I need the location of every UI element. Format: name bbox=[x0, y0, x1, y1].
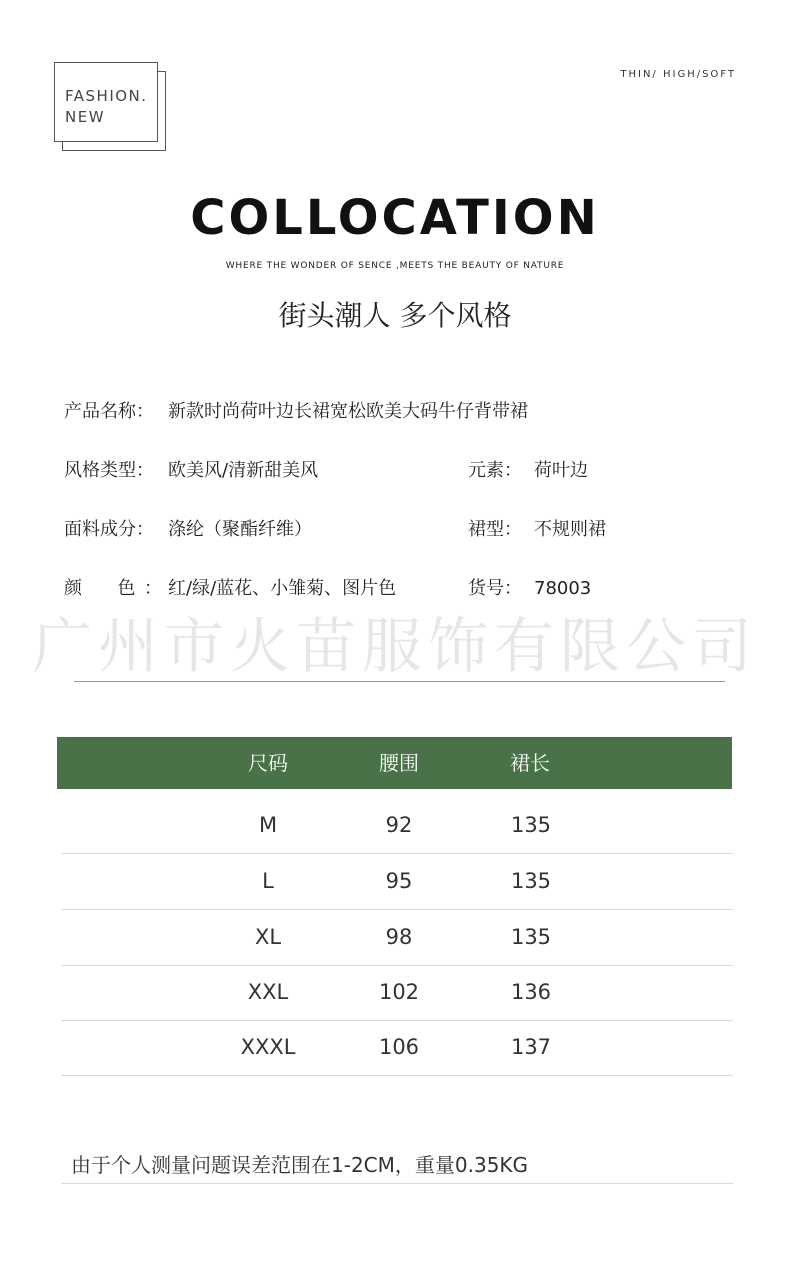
table-row bbox=[61, 965, 733, 1021]
header-length: 裙长 bbox=[510, 751, 550, 775]
element-value: 荷叶边 bbox=[534, 460, 588, 481]
fabric-label: 面料成分： bbox=[64, 519, 154, 540]
cell-length: 137 bbox=[510, 1035, 552, 1059]
cell-size: M bbox=[258, 813, 278, 837]
fabric-value: 涤纶（聚酯纤维） bbox=[168, 519, 312, 540]
info-row-style bbox=[64, 458, 588, 484]
cell-size: XXL bbox=[247, 980, 289, 1004]
header-size: 尺码 bbox=[248, 751, 288, 775]
fashion-new-logo bbox=[54, 62, 158, 142]
element-field bbox=[468, 458, 588, 484]
measurement-note: 由于个人测量问题误差范围在1-2CM，重量0.35KG bbox=[71, 1153, 529, 1177]
cell-waist: 106 bbox=[378, 1035, 420, 1059]
info-row-color bbox=[64, 576, 592, 602]
cell-length: 135 bbox=[510, 925, 552, 949]
cell-length: 135 bbox=[510, 813, 552, 837]
style-value: 欧美风/清新甜美风 bbox=[168, 460, 319, 481]
page-title: COLLOCATION bbox=[190, 190, 600, 246]
cell-length: 136 bbox=[510, 980, 552, 1004]
note-divider bbox=[61, 1183, 733, 1184]
product-name-label: 产品名称： bbox=[64, 401, 154, 422]
table-row bbox=[61, 854, 733, 910]
company-watermark: 广州市火苗服饰有限公司 bbox=[32, 612, 758, 682]
sku-label: 货号： bbox=[468, 578, 522, 599]
logo-line-1: FASHION. bbox=[65, 87, 148, 105]
header-waist: 腰围 bbox=[379, 751, 419, 775]
sku-value: 78003 bbox=[534, 578, 592, 599]
cell-waist: 98 bbox=[385, 925, 413, 949]
color-value: 红/绿/蓝花、小雏菊、图片色 bbox=[168, 578, 397, 599]
cell-waist: 95 bbox=[385, 869, 413, 893]
table-row bbox=[61, 910, 733, 966]
color-label: 颜 色： bbox=[64, 578, 162, 599]
cell-waist: 92 bbox=[385, 813, 413, 837]
style-label: 风格类型： bbox=[64, 460, 154, 481]
size-table-header bbox=[57, 737, 732, 789]
sku-field bbox=[468, 576, 591, 602]
skirt-type-value: 不规则裙 bbox=[534, 519, 606, 540]
cell-length: 135 bbox=[510, 869, 552, 893]
cell-size: XL bbox=[254, 925, 282, 949]
skirt-type-field bbox=[468, 517, 606, 543]
tagline: THIN/ HIGH/SOFT bbox=[620, 69, 736, 80]
cell-size: XXXL bbox=[240, 1035, 296, 1059]
product-name-value: 新款时尚荷叶边长裙宽松欧美大码牛仔背带裙 bbox=[168, 401, 528, 422]
skirt-type-label: 裙型： bbox=[468, 519, 522, 540]
cell-waist: 102 bbox=[378, 980, 420, 1004]
cell-size: L bbox=[262, 869, 274, 893]
table-row bbox=[61, 1020, 733, 1076]
page-subtitle: WHERE THE WONDER OF SENCE ,MEETS THE BEAUTY OF NATURE bbox=[225, 261, 565, 271]
info-row-name bbox=[64, 399, 528, 425]
element-label: 元素： bbox=[468, 460, 522, 481]
logo-line-2: NEW bbox=[65, 108, 106, 126]
table-row bbox=[61, 798, 733, 854]
info-divider bbox=[74, 681, 725, 682]
slogan: 街头潮人 多个风格 bbox=[278, 299, 512, 332]
info-row-fabric bbox=[64, 517, 606, 543]
